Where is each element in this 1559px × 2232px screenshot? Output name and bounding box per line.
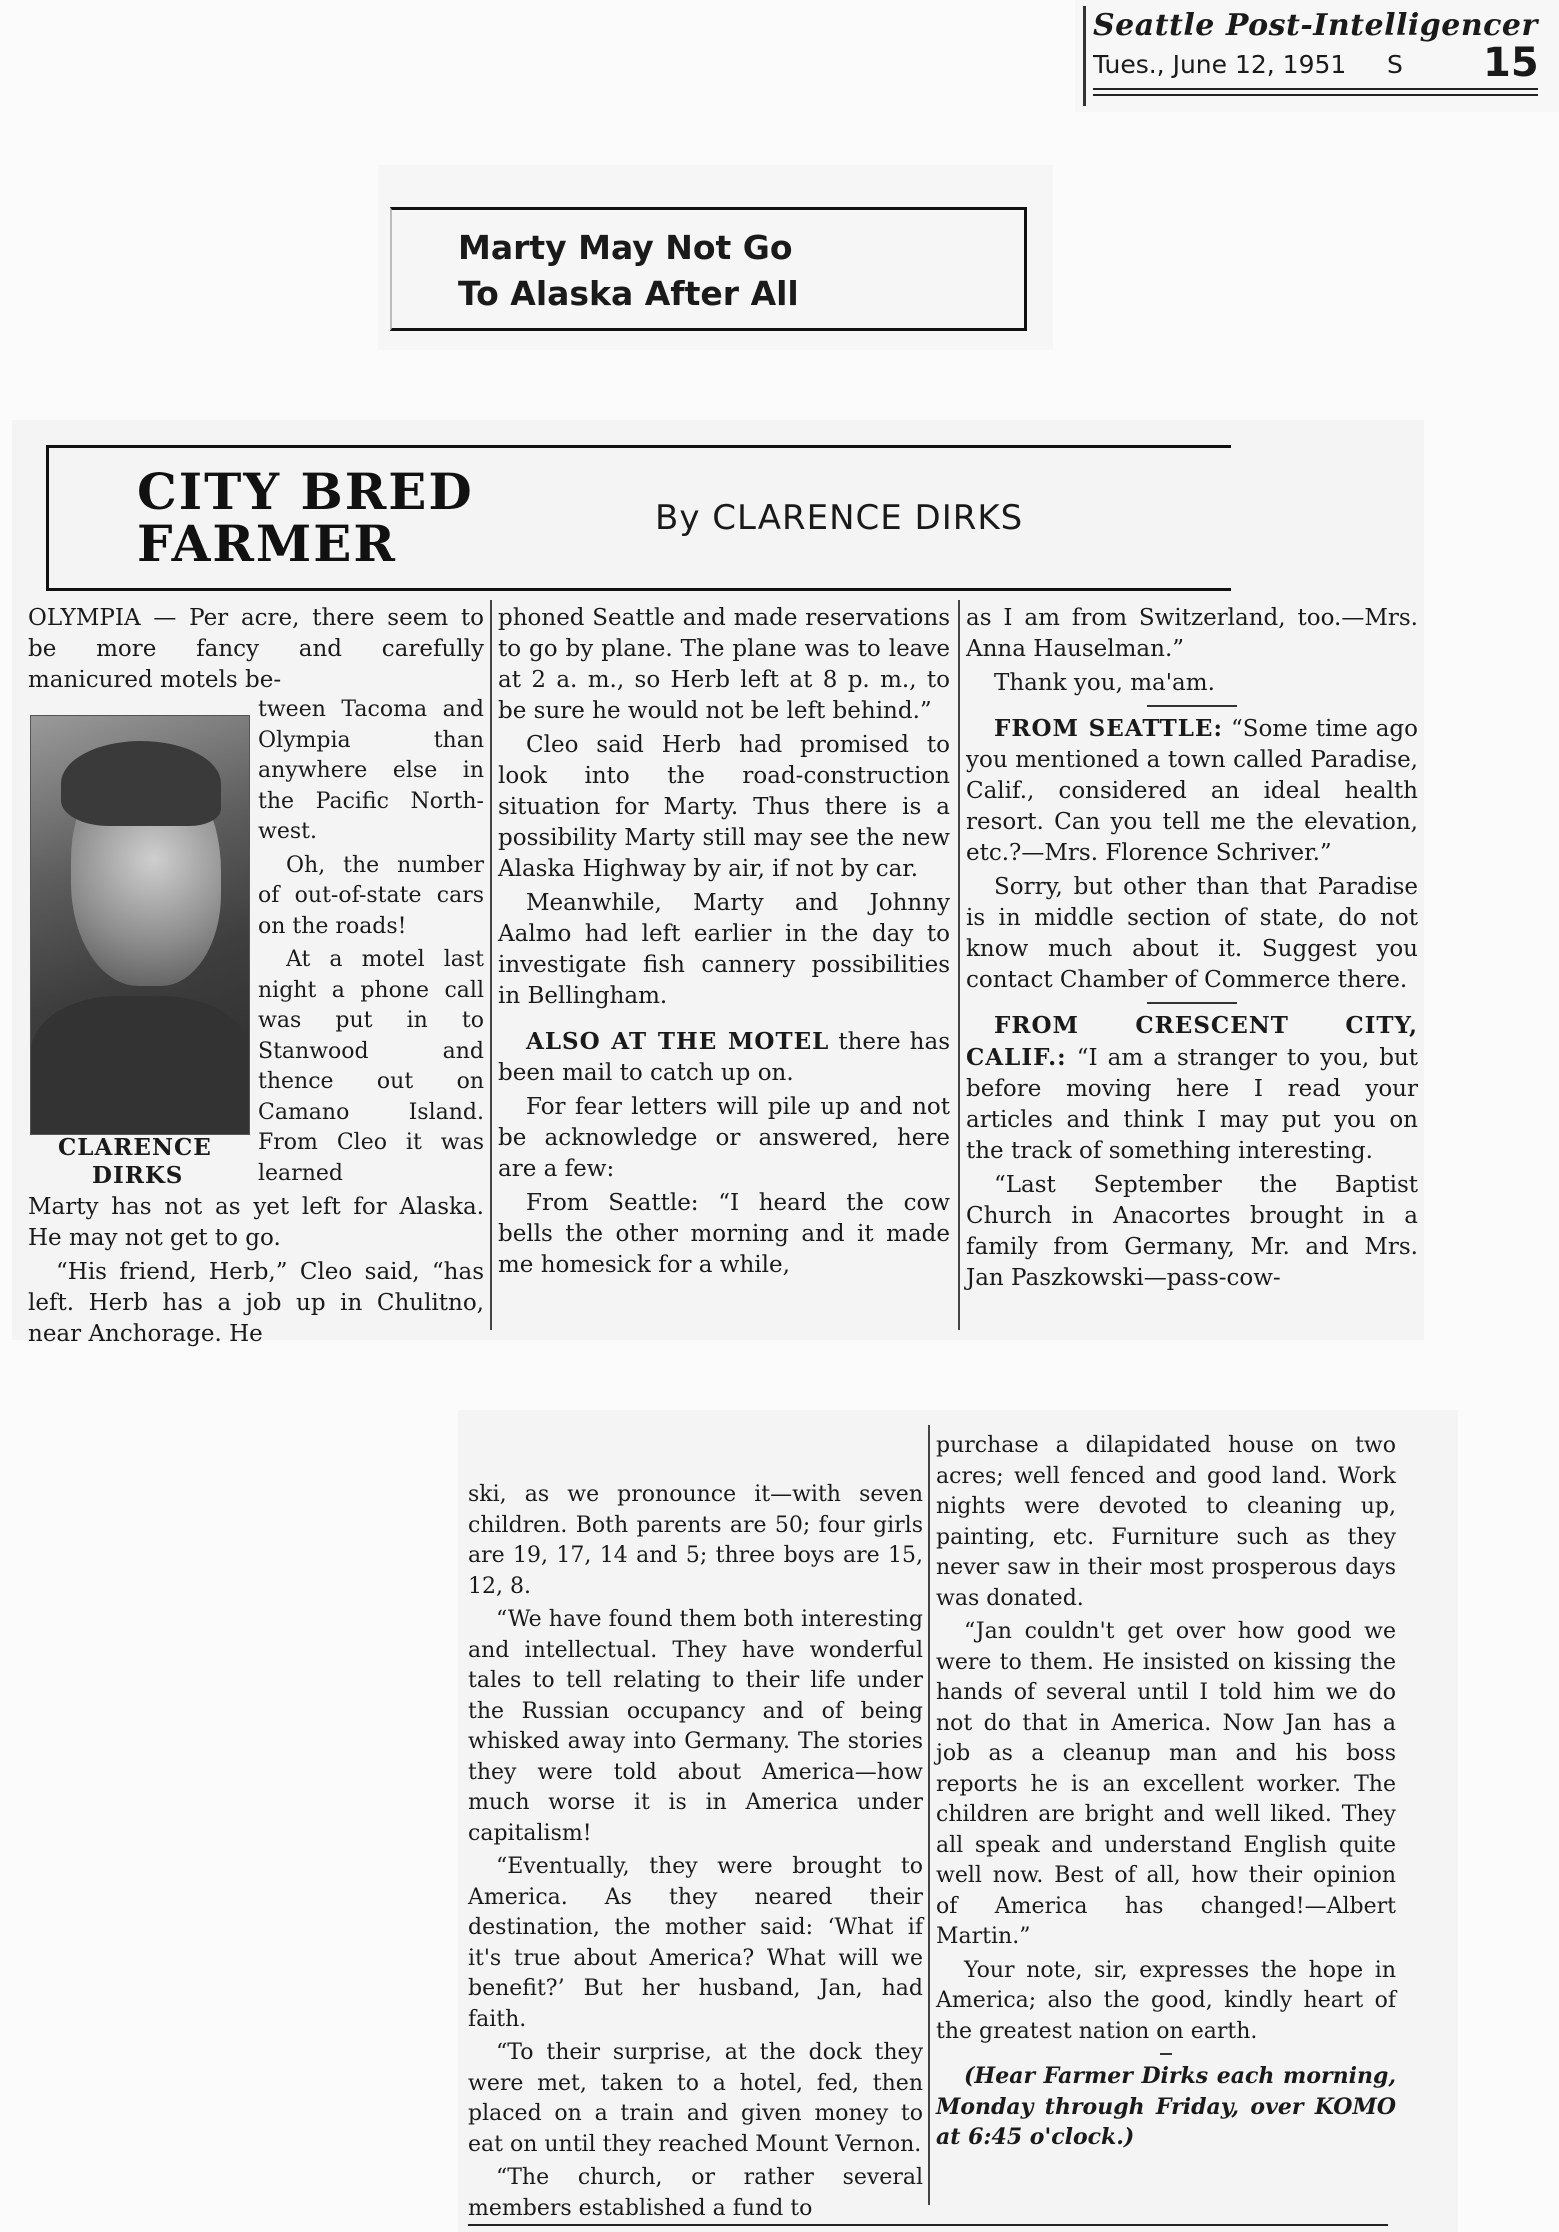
subhead: FROM SEATTLE: (994, 715, 1223, 742)
column-divider-2 (958, 600, 960, 1330)
article-column-1-wrap (258, 695, 484, 1192)
paragraph: as I am from Switzerland, too.—Mrs. Anna Hauselman.” (966, 605, 1418, 662)
author-photo (30, 715, 250, 1135)
paragraph: “Jan couldn't get over how good we were to them. He insisted on kissing the hands of several until I told him we do not do that in America. Now Jan has a job as a cleanup man and his boss reports he is an excellent worker. The children are bright and well liked. They all speak and understand English quite well now. Best of all, how their opinion of America has changed!—Albert Martin.” (936, 1619, 1396, 1949)
article-column-1-bottom (28, 1192, 484, 1353)
section-letter: S (1387, 50, 1403, 79)
paragraph-subhead (966, 1010, 1418, 1167)
paragraph: “The church, or rather several members established a fund to (468, 2165, 923, 2221)
photo-shoulders-shape (31, 996, 249, 1134)
subhead: ALSO AT THE MOTEL (526, 1028, 830, 1055)
paragraph-text: “I am a stranger to you, but before moving here I read your articles and think I may put you on the track of something interesting. (966, 1045, 1418, 1164)
column-logo-line-2: FARMER (137, 514, 397, 573)
paragraph: Meanwhile, Marty and Johnny Aalmo had left earlier in the day to investigate fish cannery possibilities in Bellingham. (498, 890, 950, 1009)
masthead-clipping (1075, 0, 1559, 112)
footer-note: (Hear Farmer Dirks each morning, Monday through Friday, over KOMO at 6:45 o'clock.) (936, 2063, 1396, 2150)
section-separator (1160, 2053, 1172, 2055)
headline-clipping (378, 165, 1053, 350)
paragraph: Marty has not as yet left for Alaska. He may not get to go. (28, 1194, 484, 1251)
paragraph-subhead (498, 1026, 950, 1089)
paragraph: At a motel last night a phone call was put in to Stanwood and thence out on Camano Island. From Cleo it was learned (258, 947, 484, 1186)
paragraph: Cleo said Herb had promised to look into the road-construction situation for Marty. Thus there is a possibility Marty still may see the new Alaska Highway by air, if not by car. (498, 732, 950, 882)
paragraph: “Eventually, they were brought to America. As they neared their destination, the mother said: ‘What if it's true about America? What will we benefit?’ But her husband, Jan, had faith. (468, 1854, 923, 2032)
paragraph: purchase a dilapidated house on two acres; well fenced and good land. Work nights were devoted to cleaning up, painting, etc. Furniture such as they never saw in their most prosperous days was donated. (936, 1433, 1396, 1611)
column-logo-line-1: CITY BRED (137, 462, 474, 521)
masthead-double-rule (1093, 88, 1538, 90)
paragraph: For fear letters will pile up and not be acknowledge or answered, here are a few: (498, 1094, 950, 1182)
paragraph: “His friend, Herb,” Cleo said, “has left. Herb has a job up in Chulitno, near Anchorage. He (28, 1259, 484, 1347)
photo-caption-line-2: DIRKS (92, 1162, 184, 1189)
column-divider-3 (928, 1425, 930, 2205)
headline-line-1: Marty May Not Go (458, 228, 793, 267)
section-separator (1147, 1002, 1237, 1004)
column-divider-1 (490, 600, 492, 1330)
paragraph: “We have found them both interesting and intellectual. They have wonderful tales to tell relating to their life under the Russian occupancy and of being whisked away into Germany. The stories they were told about America—how much worse it is in America under capitalism! (468, 1607, 923, 1846)
section-separator (1147, 705, 1237, 707)
paragraph: “Last September the Baptist Church in Anacortes brought in a family from Germany, Mr. and Mrs. Jan Paszkowski—pass-cow- (966, 1172, 1418, 1291)
article-column-4 (468, 1480, 923, 2227)
date-line: Tues., June 12, 1951 (1093, 50, 1347, 79)
dateline-paragraph: OLYMPIA — Per acre, there seem to be more fancy and carefully manicured motels be- (28, 605, 484, 693)
article-column-3 (966, 603, 1418, 1297)
paragraph: Your note, sir, expresses the hope in America; also the good, kindly heart of the greatest nation on earth. (936, 1957, 1396, 2044)
byline: By CLARENCE DIRKS (655, 498, 1024, 538)
photo-caption-line-1: CLARENCE (58, 1134, 212, 1161)
paragraph-text: there has been mail to catch up on. (498, 1029, 951, 1086)
photo-hair-shape (61, 741, 221, 826)
paragraph: phoned Seattle and made reservations to go by plane. The plane was to leave at 2 a. m., so Herb left at 8 p. m., to be sure he would not be left behind.” (498, 605, 950, 724)
article-column-1-top (28, 603, 484, 699)
paragraph: tween Tacoma and Olympia than anywhere else in the Pacific North-west. (258, 697, 484, 844)
paper-name: Seattle Post-Intelligencer (1093, 8, 1538, 43)
page-number: 15 (1483, 40, 1539, 86)
article-column-5 (936, 1431, 1396, 2156)
paragraph-text: “Some time ago you mentioned a town called Paradise, Calif., considered an ideal health resort. Can you tell me the elevation, etc.?—Mrs. Florence Schriver.” (966, 716, 1418, 866)
paragraph: Sorry, but other than that Paradise is in middle section of state, do not know much about it. Suggest you contact Chamber of Commerce there. (966, 874, 1418, 993)
subhead: FROM CRESCENT CITY, CALIF.: (966, 1012, 1418, 1071)
masthead-left-rule (1083, 6, 1086, 106)
paragraph: Thank you, ma'am. (994, 670, 1215, 696)
headline-line-2: To Alaska After All (458, 274, 799, 313)
paragraph: From Seattle: “I heard the cow bells the other morning and it made me homesick for a while, (498, 1190, 950, 1278)
paragraph: ski, as we pronounce it—with seven children. Both parents are 50; four girls are 19, 17, 14 and 5; three boys are 15, 12, 8. (468, 1482, 923, 1599)
paragraph-subhead (966, 713, 1418, 869)
headline-box (390, 207, 1027, 331)
paragraph: “To their surprise, at the dock they were met, taken to a hotel, fed, then placed on a train and given money to eat on until they reached Mount Vernon. (468, 2040, 923, 2157)
column-header-box (46, 445, 1231, 591)
article-column-2 (498, 603, 950, 1284)
paragraph: Oh, the number of out-of-state cars on the roads! (258, 852, 484, 939)
